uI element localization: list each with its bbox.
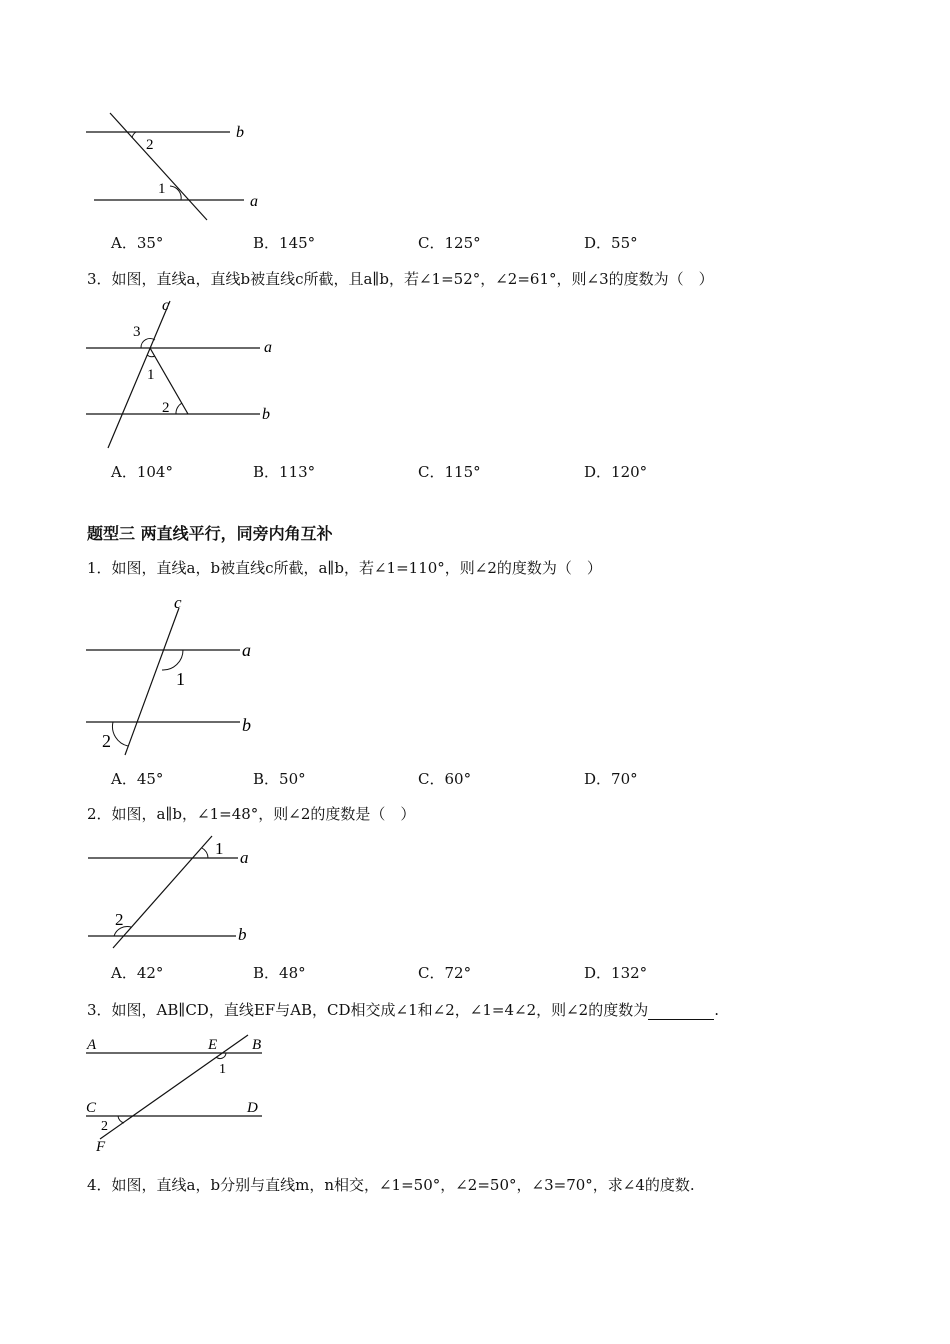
label-F: F <box>96 1139 106 1155</box>
angle-arc-2 <box>132 132 136 138</box>
option-a[interactable]: A．45° <box>111 770 164 788</box>
label-angle-2: 2 <box>162 400 170 416</box>
figure-s3-q3 <box>80 1030 280 1160</box>
question-s3-1: 1．如图，直线a，b被直线c所截，a∥b，若∠1=110°，则∠2的度数为（ ） <box>87 559 602 577</box>
label-B: B <box>252 1037 262 1053</box>
label-a: a <box>240 848 249 867</box>
question-s3-3-text: 3．如图，AB∥CD，直线EF与AB，CD相交成∠1和∠2，∠1=4∠2，则∠2的度数为 <box>87 1001 649 1019</box>
option-b[interactable]: B．113° <box>253 463 316 481</box>
label-angle-1: 1 <box>176 669 185 689</box>
label-angle-3: 3 <box>133 324 141 340</box>
label-angle-2: 2 <box>102 731 111 751</box>
question-3: 3．如图，直线a，直线b被直线c所截，且a∥b，若∠1=52°，∠2=61°，则∠3的度数为（ ） <box>87 270 714 288</box>
label-angle-2: 2 <box>146 137 154 153</box>
transversal <box>110 113 207 220</box>
label-angle-2: 2 <box>101 1119 108 1134</box>
option-c[interactable]: C．125° <box>418 234 481 252</box>
option-d[interactable]: D．55° <box>584 234 638 252</box>
transversal <box>113 836 212 948</box>
question-s3-2: 2．如图，a∥b，∠1=48°，则∠2的度数是（ ） <box>87 805 416 823</box>
option-a[interactable]: A．42° <box>111 964 164 982</box>
angle-arc-2 <box>112 722 128 746</box>
figure-s3-q2 <box>80 832 280 952</box>
label-D: D <box>247 1100 258 1116</box>
line-ef <box>100 1035 248 1139</box>
transversal-c <box>125 608 179 755</box>
option-d[interactable]: D．132° <box>584 964 648 982</box>
label-E: E <box>208 1037 218 1053</box>
option-a[interactable]: A．35° <box>111 234 164 252</box>
option-d[interactable]: D．70° <box>584 770 638 788</box>
option-b[interactable]: B．48° <box>253 964 306 982</box>
option-c[interactable]: C．115° <box>418 463 481 481</box>
label-a: a <box>242 640 251 660</box>
figure-top <box>80 105 280 230</box>
answer-blank[interactable] <box>648 1005 714 1020</box>
label-angle-2: 2 <box>115 910 124 929</box>
option-b[interactable]: B．50° <box>253 770 306 788</box>
label-b: b <box>262 406 270 423</box>
label-b: b <box>242 715 251 735</box>
figure-s3-q1 <box>80 590 280 760</box>
label-angle-1: 1 <box>158 181 166 197</box>
label-angle-1: 1 <box>219 1062 226 1077</box>
question-s3-4: 4．如图，直线a，b分别与直线m，n相交，∠1=50°，∠2=50°，∠3=70°，求∠4的度数. <box>87 1176 695 1194</box>
section-title: 题型三 两直线平行，同旁内角互补 <box>87 524 333 543</box>
label-a: a <box>250 193 258 210</box>
label-A: A <box>87 1037 97 1053</box>
question-s3-3-end: . <box>714 1001 720 1019</box>
figure-q3 <box>80 293 290 453</box>
option-c[interactable]: C．60° <box>418 770 472 788</box>
option-b[interactable]: B．145° <box>253 234 316 252</box>
label-a: a <box>264 339 272 356</box>
label-b: b <box>236 124 244 141</box>
option-d[interactable]: D．120° <box>584 463 648 481</box>
label-angle-1: 1 <box>215 839 224 858</box>
angle-arc-1 <box>170 186 181 200</box>
label-C: C <box>86 1100 97 1116</box>
angle-arc-3 <box>141 338 155 348</box>
angle-arc-1 <box>202 848 208 858</box>
question-s3-3 <box>87 999 719 1020</box>
angle-arc-2 <box>118 1116 124 1123</box>
option-c[interactable]: C．72° <box>418 964 472 982</box>
label-b: b <box>238 925 247 944</box>
label-angle-1: 1 <box>147 367 155 383</box>
angle-arc-2 <box>176 403 182 414</box>
option-a[interactable]: A．104° <box>111 463 173 481</box>
label-c: c <box>162 297 170 314</box>
label-c: c <box>174 593 182 612</box>
angle-arc-1 <box>162 650 183 670</box>
